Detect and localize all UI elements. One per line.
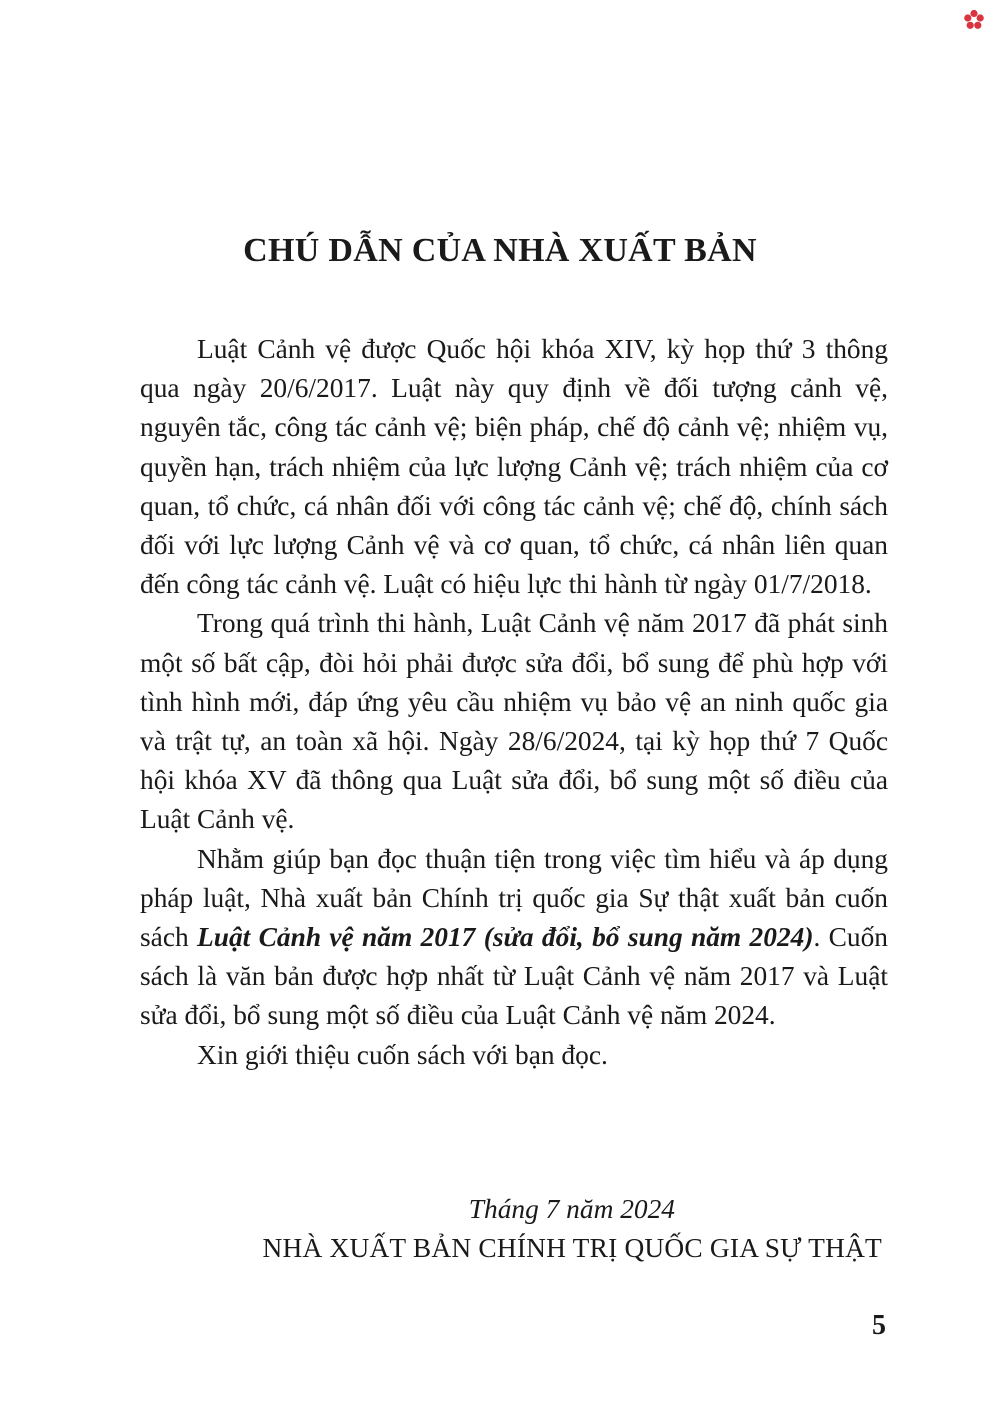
paragraph-2: Trong quá trình thi hành, Luật Cảnh vệ năm 2017 đã phát sinh một số bất cập, đòi hỏi phải được sửa đổi, bổ sung để phù hợp với tình hình mới, đáp ứng yêu cầu nhiệm vụ bảo vệ an ninh quốc gia và trật tự, an toàn xã hội. Ngày 28/6/2024, tại kỳ họp thứ 7 Quốc hội khóa XV đã thông qua Luật sửa đổi, bổ sung một số điều của Luật Cảnh vệ.: [140, 608, 888, 835]
book-title: Luật Cảnh vệ năm 2017 (sửa đổi, bổ sung năm 2024): [197, 922, 814, 953]
paragraph-3-intro: Nhằm giúp bạn đọc thuận tiện trong việc tìm hiểu và áp dụng pháp luật, Nhà xuất bản Chính trị quốc gia Sự thật xuất bản cuốn sách: [140, 843, 888, 953]
page-title: CHÚ DẪN CỦA NHÀ XUẤT BẢN: [243, 232, 757, 269]
signature-block: [140, 1190, 888, 1268]
foreword-body: [140, 330, 888, 1075]
flower-icon: [962, 8, 986, 32]
paragraph-1: Luật Cảnh vệ được Quốc hội khóa XIV, kỳ họp thứ 3 thông qua ngày 20/6/2017. Luật này quy định về đối tượng cảnh vệ, nguyên tắc, công tác cảnh vệ; biện pháp, chế độ cảnh vệ; nhiệm vụ, quyền hạn, trách nhiệm của lực lượng Cảnh vệ; trách nhiệm của cơ quan, tổ chức, cá nhân đối với công tác cảnh vệ; chế độ, chính sách đối với lực lượng Cảnh vệ và cơ quan, tổ chức, cá nhân liên quan đến công tác cảnh vệ. Luật có hiệu lực thi hành từ ngày 01/7/2018.: [140, 334, 888, 600]
paragraph-4: Xin giới thiệu cuốn sách với bạn đọc.: [197, 1039, 608, 1070]
paragraph-3-rest: . Cuốn sách là văn bản được hợp nhất từ Luật Cảnh vệ năm 2017 và Luật sửa đổi, bổ sung một số điều của Luật Cảnh vệ năm 2024.: [140, 922, 888, 1031]
signature-date: Tháng 7 năm 2024: [468, 1194, 675, 1224]
page-number: 5: [872, 1310, 886, 1341]
signature-publisher: NHÀ XUẤT BẢN CHÍNH TRỊ QUỐC GIA SỰ THẬT: [262, 1233, 882, 1264]
paragraph-3: [140, 840, 888, 1036]
